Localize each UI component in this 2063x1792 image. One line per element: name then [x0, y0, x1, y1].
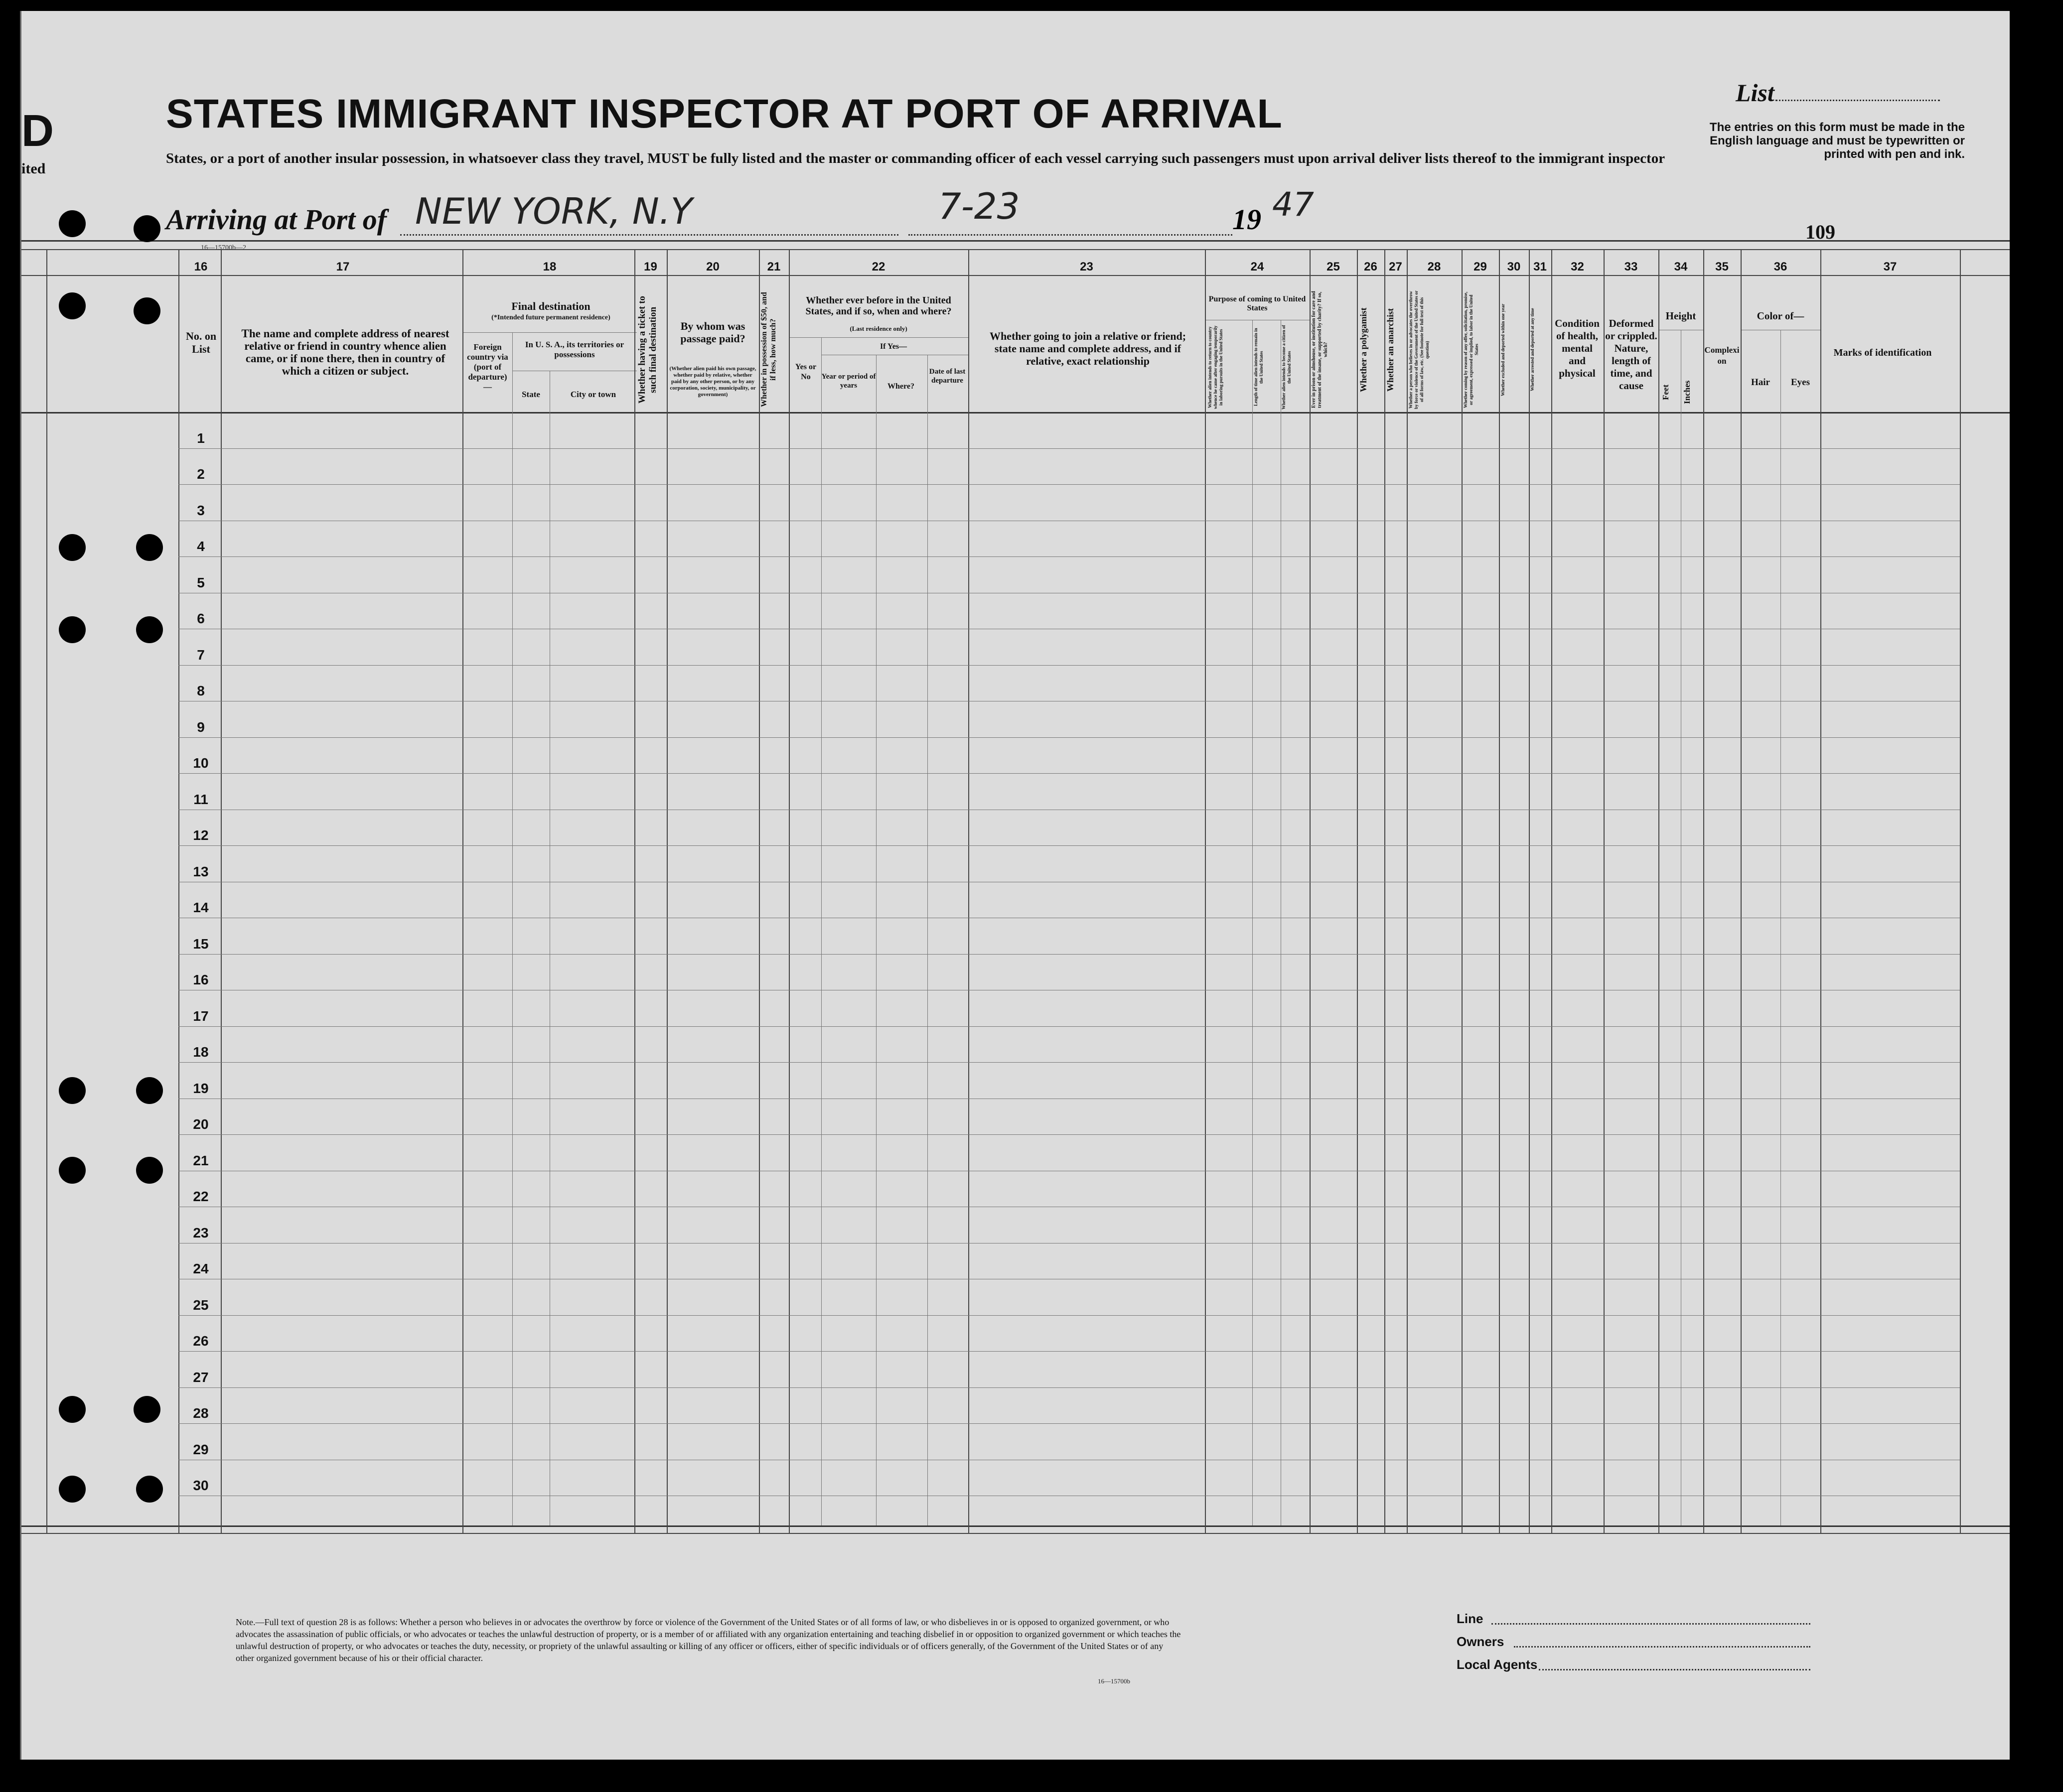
col-num-26: 26 [1364, 260, 1377, 274]
row-number: 3 [197, 502, 205, 518]
col18-subtitle: (*Intended future permanent residence) [491, 314, 610, 321]
vline-37 [1820, 249, 1821, 1533]
col35-header: Complexion [1704, 345, 1740, 366]
row-rule [178, 1423, 1960, 1424]
col22-subtitle: (Last residence only) [850, 325, 907, 332]
list-label: List [1736, 79, 1774, 107]
row-number: 7 [197, 647, 205, 663]
col-num-32: 32 [1571, 260, 1584, 274]
local-agents-label: Local Agents [1457, 1657, 1538, 1672]
col34-inches: Inches [1682, 380, 1692, 404]
col24-return: Whether alien intends to return to country whence he came after engaging temporarily in laboring pursuits in the United States [1207, 325, 1223, 409]
punch-hole [59, 1077, 86, 1104]
port-handwritten: NEW YORK, N.Y [415, 190, 693, 232]
rule-top-2 [21, 249, 2010, 250]
vline-22 [789, 249, 790, 1533]
col26-header: Whether a polygamist [1358, 307, 1368, 392]
vline-24 [1205, 249, 1206, 1533]
col22-yesno: Yes or No [795, 363, 817, 381]
col33-header: Deformed or crippled. Nature, length of time, and cause [1605, 317, 1657, 392]
punch-hole [136, 1476, 163, 1503]
vline-26 [1357, 249, 1358, 1533]
rule-colnums [21, 275, 2010, 276]
col18-state: State [522, 390, 540, 399]
row-number: 23 [193, 1225, 209, 1241]
punch-hole [134, 1396, 160, 1423]
list-number-line [1775, 100, 1940, 101]
col-num-24: 24 [1250, 260, 1264, 274]
vline-29 [1462, 249, 1463, 1533]
entries-instructions: The entries on this form must be made in the English language and must be typewritten or printed with pen and ink. [1709, 121, 1965, 161]
col36-hair: Hair [1751, 377, 1770, 388]
vline-22c [927, 355, 928, 1525]
date-handwritten: 7-23 [938, 185, 1020, 227]
vline-18a [512, 332, 513, 1525]
col20-title: By whom was passage paid? [680, 320, 745, 345]
col-num-22: 22 [872, 260, 885, 274]
punch-hole [136, 534, 163, 561]
title-lead-text: States, or a port of another insular possession, in whatsoever class they travel, MUST be fully listed and the master or commanding officer of each vessel carrying such passengers must upon arrival deliver lists thereof to the immigrant inspector [166, 150, 1665, 166]
col25-header: Ever in prison or almshouse, or institution for care and treatment of the insane, or supported by charity? If so, which? [1311, 291, 1328, 409]
col30-header: Whether excluded and deported within one year [1500, 303, 1505, 396]
col31-header: Whether arrested and deported at any time [1530, 308, 1535, 392]
col-num-25: 25 [1326, 260, 1340, 274]
vline-22a [821, 337, 822, 1525]
row-number: 1 [197, 430, 205, 446]
row-rule [178, 773, 1960, 774]
row-number: 20 [193, 1116, 209, 1132]
row-number: 27 [193, 1369, 209, 1385]
row-rule [178, 1134, 1960, 1135]
row-number: 18 [193, 1044, 209, 1060]
col-num-29: 29 [1474, 260, 1487, 274]
rule-table-bottom [21, 1525, 2010, 1527]
title-fragment-left: D [21, 106, 54, 156]
col36-title: Color of— [1757, 310, 1804, 322]
vline-end [1960, 249, 1961, 1533]
col28-header: Whether a person who believes in or advocates the overthrow by force or violence of the Government of the United States or of all forms of law, etc. (See footnote for full text of this question) [1408, 290, 1430, 409]
row-number: 26 [193, 1333, 209, 1349]
row-number: 9 [197, 719, 205, 735]
col18-city: City or town [570, 390, 616, 399]
row-number: 5 [197, 574, 205, 590]
col23-header: Whether going to join a relative or friend; state name and complete address, and if relative, exact relationship [989, 330, 1186, 367]
row-rule [178, 556, 1960, 557]
row-number: 15 [193, 936, 209, 952]
row-rule [178, 1315, 1960, 1316]
col22-ifyes: If Yes— [880, 342, 907, 351]
col34-feet: Feet [1661, 384, 1670, 400]
owners-label: Owners [1457, 1634, 1504, 1649]
sheet-number: 109 [1805, 221, 1835, 243]
row-rule [178, 1387, 1960, 1388]
col-num-21: 21 [767, 260, 781, 274]
vline-25 [1310, 249, 1311, 1533]
col18-title: Final destination [511, 300, 590, 312]
vline-20 [667, 249, 668, 1533]
punch-hole [136, 616, 163, 643]
date-field-line [908, 234, 1232, 236]
vline-32 [1551, 249, 1552, 1533]
row-number: 8 [197, 683, 205, 698]
row-rule [178, 1026, 1960, 1027]
vline-28 [1407, 249, 1408, 1533]
col20-subtitle: (Whether alien paid his own passage, whether paid by relative, whether paid by any other person, or by any corporation, society, municipality, or government) [669, 366, 756, 398]
col24-title: Purpose of coming to United States [1208, 295, 1306, 312]
col18-usa: In U. S. A., its territories or possessions [525, 340, 624, 359]
vline-35 [1703, 249, 1704, 1533]
row-number: 16 [193, 972, 209, 987]
row-number: 25 [193, 1297, 209, 1313]
punch-hole [134, 215, 160, 242]
col37-header: Marks of identification [1833, 347, 1932, 358]
vline-33 [1604, 249, 1605, 1533]
line-field [1491, 1623, 1810, 1625]
row-number: 21 [193, 1152, 209, 1168]
col24-length: Length of time alien intends to remain in the United States [1253, 328, 1264, 407]
row-number: 19 [193, 1080, 209, 1096]
col18-foreign: Foreign country via (port of departure)— [467, 342, 508, 392]
col19-header: Whether having a ticket to such final destination [637, 295, 658, 404]
row-number: 10 [193, 755, 209, 771]
punch-hole [59, 1396, 86, 1423]
punch-hole [59, 292, 86, 319]
rule-c18-a [462, 332, 637, 333]
col34-title: Height [1665, 310, 1696, 322]
punch-hole [136, 1077, 163, 1104]
row-rule [178, 448, 1960, 449]
line-label: Line [1457, 1611, 1483, 1626]
vline-36 [1741, 249, 1742, 1533]
rule-top [21, 240, 2010, 242]
vline-36a [1780, 330, 1781, 1525]
rule-header-bottom [21, 412, 2010, 414]
owners-field [1514, 1646, 1810, 1648]
row-rule [178, 665, 1960, 666]
col22-year: Year or period of years [821, 373, 876, 390]
vline-22b [876, 355, 877, 1525]
col32-header: Condition of health, mental and physical [1555, 317, 1600, 379]
row-rule [178, 484, 1960, 485]
punch-hole [59, 616, 86, 643]
col-num-30: 30 [1507, 260, 1521, 274]
col-num-23: 23 [1080, 260, 1093, 274]
row-rule [178, 1062, 1960, 1063]
vline-a [46, 249, 47, 1533]
col-num-37: 37 [1883, 260, 1897, 274]
row-number: 11 [193, 791, 208, 807]
col21-header: Whether in possession of $50, and if less, how much? [760, 292, 777, 408]
row-rule [178, 1351, 1960, 1352]
punch-hole [59, 1157, 86, 1184]
punch-hole [136, 1157, 163, 1184]
col-num-19: 19 [644, 260, 657, 274]
vline-19 [634, 249, 635, 1533]
punch-hole [59, 534, 86, 561]
year-prefix: 19 [1232, 203, 1261, 236]
page-title: STATES IMMIGRANT INSPECTOR AT PORT OF ARRIVAL [166, 91, 1283, 137]
col-num-28: 28 [1427, 260, 1441, 274]
row-rule [178, 845, 1960, 846]
vline-21 [759, 249, 760, 1533]
row-number: 17 [193, 1008, 209, 1024]
col-num-31: 31 [1533, 260, 1547, 274]
col-num-27: 27 [1389, 260, 1402, 274]
col-num-35: 35 [1715, 260, 1729, 274]
col22-date: Date of last departure [929, 368, 966, 385]
punch-hole [59, 1476, 86, 1503]
col22-title: Whether ever before in the United States, and if so, when and where? [805, 295, 952, 317]
rule-c22-a [789, 337, 968, 338]
vline-18 [462, 249, 463, 1533]
col-num-16: 16 [194, 260, 208, 274]
vline-23 [968, 249, 969, 1533]
manifest-sheet [20, 11, 2010, 1760]
port-field-line [400, 234, 898, 236]
col-num-18: 18 [543, 260, 557, 274]
arriving-port-label: Arriving at Port of [166, 203, 387, 236]
row-number: 29 [193, 1441, 209, 1457]
row-number: 24 [193, 1261, 209, 1276]
row-number: 4 [197, 539, 205, 554]
col36-eyes: Eyes [1791, 377, 1810, 388]
vline-31 [1529, 249, 1530, 1533]
row-number: 14 [193, 900, 209, 915]
row-number: 22 [193, 1189, 209, 1204]
vline-34 [1658, 249, 1659, 1533]
local-agents-field [1539, 1669, 1810, 1670]
punch-hole [59, 210, 86, 237]
row-number: 12 [193, 827, 209, 843]
col22-where: Where? [887, 382, 914, 391]
subtitle-fragment-left: ited [21, 160, 46, 177]
row-number: 13 [193, 863, 209, 879]
row-number: 6 [197, 611, 205, 626]
vline-24a [1252, 320, 1253, 1525]
form-code-bottom: 16—15700b [1098, 1677, 1130, 1685]
col-num-17: 17 [336, 260, 350, 274]
form-code-top: 16—15700b—2 [201, 244, 246, 252]
row-number: 28 [193, 1405, 209, 1421]
col17-header: The name and complete address of nearest relative or friend in country whence alien came, or if none there, then in country of which a citizen or subject. [241, 327, 449, 377]
footnote-question-28: Note.—Full text of question 28 is as follows: Whether a person who believes in or advocates the overthrow by force or violence of the Government of the United States or of all forms of law, or who disbelieves in or is opposed to organized government, or who advocates the assassination of public officials, or who advocates or teaches the unlawful destruction of property, or is a member of or affiliated with any organization entertaining and teaching disbelief in or opposition to organized government or which teaches the unlawful destruction of property, or who advocates or teaches the duty, necessity, or propriety of the unlawful assaulting or killing of any officer or officers, either of specific individuals or of officers generally, of the Government of the United States or of any other organized government because of his or their official character. [236, 1617, 1181, 1663]
col-num-36: 36 [1773, 260, 1787, 274]
year-handwritten: 47 [1272, 185, 1314, 224]
col16-header: No. on List [185, 330, 217, 355]
col-num-34: 34 [1674, 260, 1688, 274]
row-rule [178, 737, 1960, 738]
col-num-33: 33 [1624, 260, 1638, 274]
rule-table-bottom-2 [21, 1533, 2010, 1534]
vline-27 [1384, 249, 1385, 1533]
row-number: 30 [193, 1478, 209, 1493]
row-rule [178, 954, 1960, 955]
col27-header: Whether an anarchist [1385, 308, 1395, 392]
col24-citizen: Whether alien intends to become a citizen of the United States [1281, 325, 1292, 410]
col29-header: Whether coming by reason of any offer, solicitation, promise, or agreement, expressed or implied, to labor in the United States [1463, 291, 1479, 408]
row-number: 2 [197, 466, 205, 482]
vline-30 [1499, 249, 1500, 1533]
punch-hole [134, 297, 160, 324]
col-num-20: 20 [706, 260, 720, 274]
